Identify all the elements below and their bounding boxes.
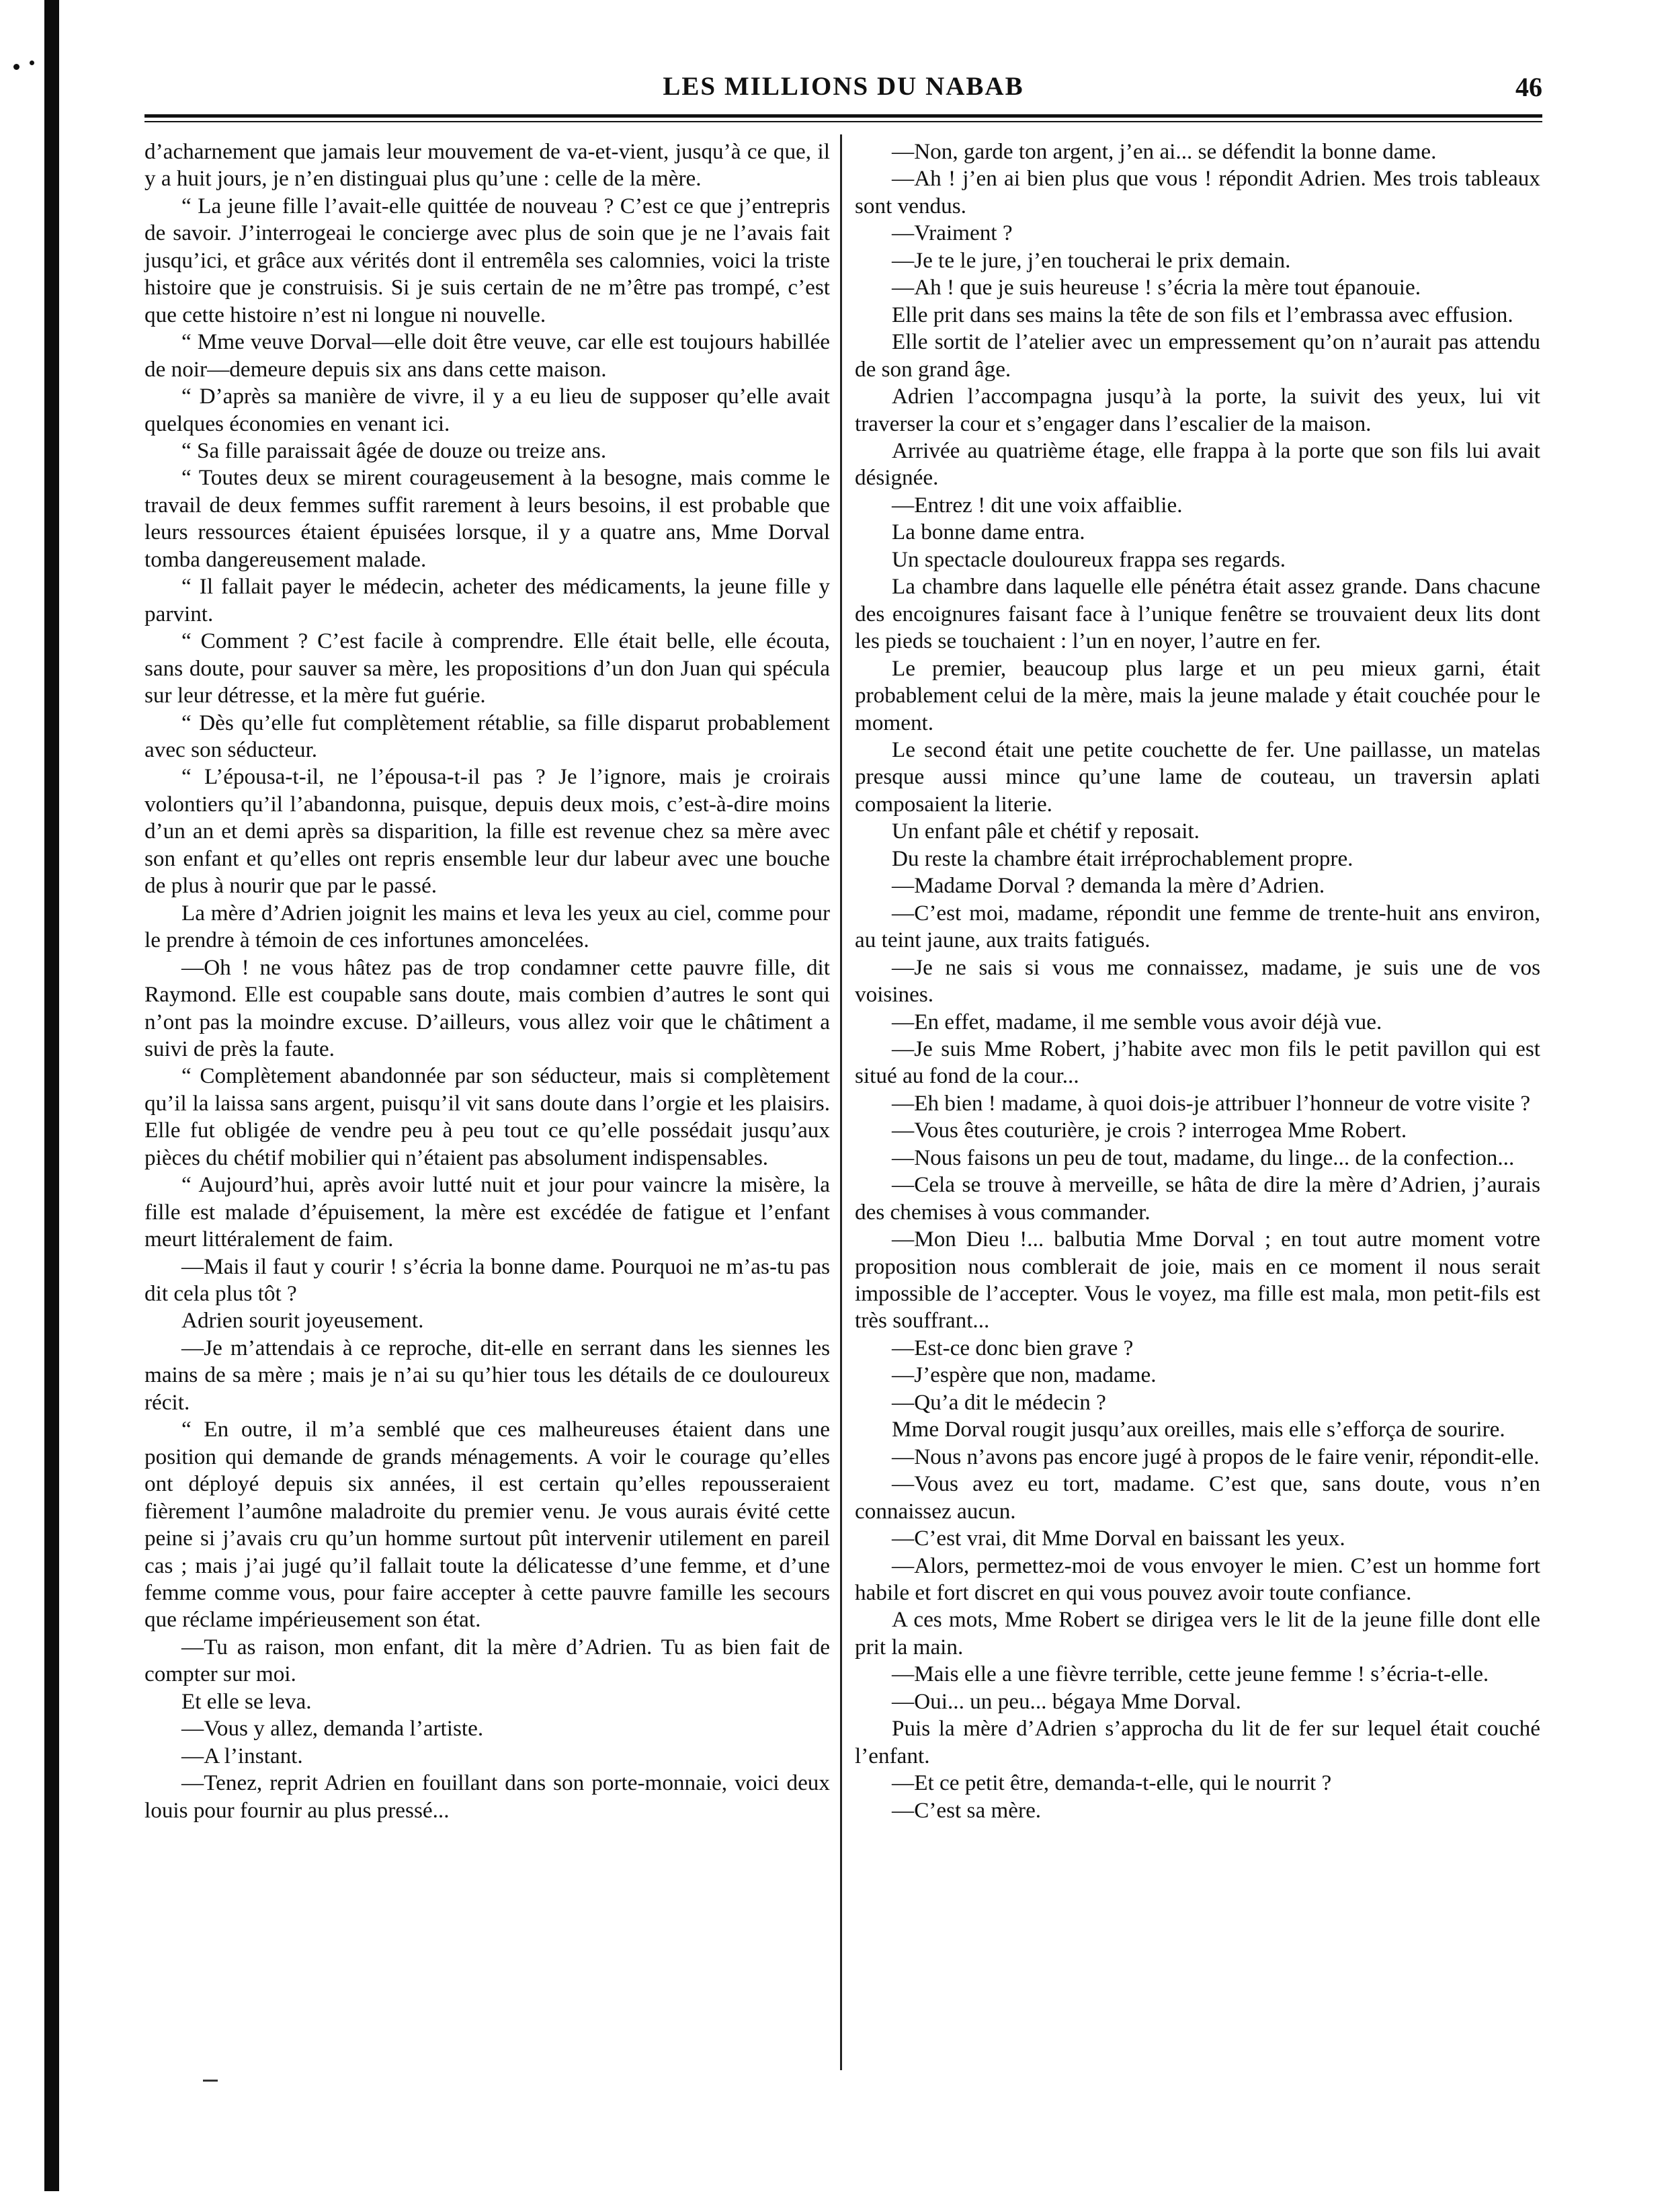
paragraph: —Entrez ! dit une voix affaiblie. [892,492,1183,518]
page-binding-edge [44,0,59,2191]
paragraph: Adrien l’accompagna jusqu’à la porte, la suivit des yeux, lui vit traverser la cour et s’engager dans l’escalier de la maison. [855,384,1540,436]
paragraph: “ En outre, il m’a semblé que ces malheureuses étaient dans une position qui demande de grands ménagements. A voir le courage qu’elles ont déployé depuis six années, il est certain qu’elles repousseraient fièrement l’aumône maladroite du premier venu. Je vous aurais évité cette peine si j’avais cru qu’un homme surtout pût intervenir utilement en pareil cas ; mais j’ai jugé qu’il fallait toute la délicatesse d’une femme, et d’une femme comme vous, pour faire accepter à cette pauvre famille les secours que réclame impérieusement son état. [144,1417,830,1633]
paragraph: —Vous avez eu tort, madame. C’est que, sans doute, vous n’en connaissez aucun. [855,1471,1540,1524]
paragraph: —Non, garde ton argent, j’en ai... se défendit la bonne dame. [892,139,1437,164]
paragraph: —Oh ! ne vous hâtez pas de trop condamner cette pauvre fille, dit Raymond. Elle est coupable sans doute, mais combien d’autres le sont qui n’ont pas la moindre excuse. D’ailleurs, vous allez voir que le châtiment a suivi de près la faute. [144,954,830,1061]
paragraph: —Ah ! j’en ai bien plus que vous ! répondit Adrien. Mes trois tableaux sont vendus. [855,166,1540,218]
footer-mark [203,2080,218,2082]
paragraph: —Oui... un peu... bégaya Mme Dorval. [892,1688,1241,1714]
paragraph: —Nous n’avons pas encore jugé à propos de le faire venir, répondit-elle. [892,1444,1540,1469]
paragraph: —Vous êtes couturière, je crois ? interrogea Mme Robert. [892,1118,1407,1143]
paragraph: La bonne dame entra. [892,520,1085,545]
paragraph: Le second était une petite couchette de fer. Une paillasse, un matelas presque aussi mince qu’une lame de couteau, un traversin aplati composaient la literie. [855,737,1540,817]
paragraph: —En effet, madame, il me semble vous avoir déjà vue. [892,1009,1382,1034]
paragraph: —Vous y allez, demanda l’artiste. [181,1716,484,1742]
paragraph: “ La jeune fille l’avait-elle quittée de nouveau ? C’est ce que j’entrepris de savoir. J’interrogeai le concierge avec plus de soin que je ne l’avais fait jusqu’ici, et grâce aux vérités dont il entremêla ses calomnies, voici la triste histoire que je construisis. Si je suis certain de ne m’être pas trompé, c’est que cette histoire n’est ni longue ni nouvelle. [144,193,830,327]
column-divider [840,134,842,2070]
paragraph: —Je m’attendais à ce reproche, dit-elle en serrant dans les siennes les mains de sa mère ; mais je n’ai su qu’hier tous les détails de ce douloureux récit. [144,1335,830,1415]
paragraph: “ Dès qu’elle fut complètement rétablie, sa fille disparut probablement avec son séducteur. [144,710,830,762]
paragraph: —Je te le jure, j’en toucherai le prix demain. [892,247,1291,273]
header-rule [144,114,1542,118]
paragraph: —A l’instant. [181,1743,303,1768]
paragraph: —Eh bien ! madame, à quoi dois-je attribuer l’honneur de votre visite ? [892,1090,1531,1116]
paragraph: Arrivée au quatrième étage, elle frappa à la porte que son fils lui avait désignée. [855,438,1540,491]
paragraph: —Alors, permettez-moi de vous envoyer le mien. C’est un homme fort habile et fort discret en qui vous pouvez avoir toute confiance. [855,1553,1540,1606]
paragraph: —Tenez, reprit Adrien en fouillant dans son porte-monnaie, voici deux louis pour fournir au plus pressé... [144,1770,830,1823]
paragraph: Mme Dorval rougit jusqu’aux oreilles, mais elle s’efforça de sourire. [892,1417,1505,1442]
paragraph: —J’espère que non, madame. [892,1362,1157,1388]
paragraph: “ L’épousa-t-il, ne l’épousa-t-il pas ? Je l’ignore, mais je croirais volontiers qu’il l’abandonna, puisque, depuis deux mois, c’est-à-dire moins d’un an et demi après sa disparition, la fille est revenue chez sa mère avec son enfant et qu’elles ont repris ensemble leur dur labeur avec une bouche de plus à nourir que par le passé. [144,764,830,899]
paragraph: Elle prit dans ses mains la tête de son fils et l’embrassa avec effusion. [892,302,1513,327]
paragraph: —Cela se trouve à merveille, se hâta de dire la mère d’Adrien, j’aurais des chemises à vous commander. [855,1172,1540,1225]
binding-mark [30,60,34,65]
paragraph: d’acharnement que jamais leur mouvement de va-et-vient, jusqu’à ce que, il y a huit jours, je n’en distinguai plus qu’une : celle de la mère. [144,139,830,192]
paragraph: —Mais elle a une fièvre terrible, cette jeune femme ! s’écria-t-elle. [892,1662,1489,1687]
paragraph: —Et ce petit être, demanda-t-elle, qui le nourrit ? [892,1770,1332,1796]
paragraph: Du reste la chambre était irréprochablement propre. [892,846,1353,871]
paragraph: “ Il fallait payer le médecin, acheter des médicaments, la jeune fille y parvint. [144,574,830,626]
paragraph: “ Comment ? C’est facile à comprendre. Elle était belle, elle écouta, sans doute, pour sauver sa mère, les propositions d’un don Juan qui spécula sur leur détresse, et la mère fut guérie. [144,628,830,708]
paragraph: —Nous faisons un peu de tout, madame, du linge... de la confection... [892,1145,1515,1170]
paragraph: —Mon Dieu !... balbutia Mme Dorval ; en tout autre moment votre proposition nous comblerait de joie, mais en ce moment il nous serait impossible de l’accepter. Vous le voyez, ma fille est mala, mon petit-fils est très souffrant... [855,1227,1540,1334]
paragraph: —C’est sa mère. [892,1797,1042,1823]
header-rule-thin [144,121,1542,122]
paragraph: “ D’après sa manière de vivre, il y a eu lieu de supposer qu’elle avait quelques économies en venant ici. [144,384,830,436]
paragraph: Adrien sourit joyeusement. [181,1308,424,1334]
paragraph: —Est-ce donc bien grave ? [892,1335,1134,1360]
paragraph: —C’est vrai, dit Mme Dorval en baissant les yeux. [892,1526,1345,1551]
paragraph: Un spectacle douloureux frappa ses regards. [892,546,1286,572]
paragraph: Un enfant pâle et chétif y reposait. [892,819,1200,844]
paragraph: —Qu’a dit le médecin ? [892,1389,1106,1415]
paragraph: “ Complètement abandonnée par son séducteur, mais si complètement qu’il la laissa sans argent, puisqu’il vit sans doute dans l’orgie et les plaisirs. Elle fut obligée de vendre peu à peu tout ce qu’elle possédait jusqu’aux pièces du chétif mobilier qui n’étaient pas absolument indispensables. [144,1063,830,1170]
paragraph: La mère d’Adrien joignit les mains et leva les yeux au ciel, comme pour le prendre à témoin de ces infortunes amoncelées. [144,900,830,953]
paragraph: —Mais il faut y courir ! s’écria la bonne dame. Pourquoi ne m’as-tu pas dit cela plus tôt ? [144,1254,830,1307]
paragraph: —Vraiment ? [892,220,1013,246]
paragraph: A ces mots, Mme Robert se dirigea vers le lit de la jeune fille dont elle prit la main. [855,1607,1540,1660]
page-number: 46 [1515,72,1542,102]
paragraph: —Ah ! que je suis heureuse ! s’écria la mère tout épanouie. [892,275,1421,300]
paragraph: Le premier, beaucoup plus large et un peu mieux garni, était probablement celui de la mère, mais la jeune malade y était couchée pour le moment. [855,655,1540,735]
page-header [144,71,1542,112]
paragraph: “ Toutes deux se mirent courageusement à la besogne, mais comme le travail de deux femmes suffit rarement à leurs besoins, il est probable que leurs ressources étaient épuisées lorsque, il y a quatre ans, Mme Dorval tomba dangereusement malade. [144,465,830,572]
paragraph: “ Aujourd’hui, après avoir lutté nuit et jour pour vaincre la misère, la fille est malade d’épuisement, la mère est excédée de fatigue et l’enfant meurt littéralement de faim. [144,1172,830,1252]
paragraph: La chambre dans laquelle elle pénétra était assez grande. Dans chacune des encoignures faisant face à l’unique fenêtre se trouvaient deux lits dont les pieds se touchaient : l’un en noyer, l’autre en fer. [855,574,1540,654]
paragraph: “ Sa fille paraissait âgée de douze ou treize ans. [181,438,607,463]
paragraph: —Je ne sais si vous me connaissez, madame, je suis une de vos voisines. [855,954,1540,1008]
binding-mark [13,64,19,70]
paragraph: Puis la mère d’Adrien s’approcha du lit de fer sur lequel était couché l’enfant. [855,1716,1540,1768]
paragraph: —Tu as raison, mon enfant, dit la mère d’Adrien. Tu as bien fait de compter sur moi. [144,1634,830,1687]
paragraph: Elle sortit de l’atelier avec un empressement qu’on n’aurait pas attendu de son grand âge. [855,329,1540,382]
paragraph: —Madame Dorval ? demanda la mère d’Adrien. [892,873,1325,899]
left-column [144,138,830,1824]
paragraph: —C’est moi, madame, répondit une femme de trente-huit ans environ, au teint jaune, aux traits fatigués. [855,900,1540,953]
paragraph: “ Mme veuve Dorval—elle doit être veuve, car elle est toujours habillée de noir—demeure depuis six ans dans cette maison. [144,329,830,382]
running-title: LES MILLIONS DU NABAB [663,72,1024,101]
paragraph: Et elle se leva. [181,1688,312,1714]
right-column [855,138,1540,1824]
paragraph: —Je suis Mme Robert, j’habite avec mon fils le petit pavillon qui est situé au fond de la cour... [855,1036,1540,1089]
